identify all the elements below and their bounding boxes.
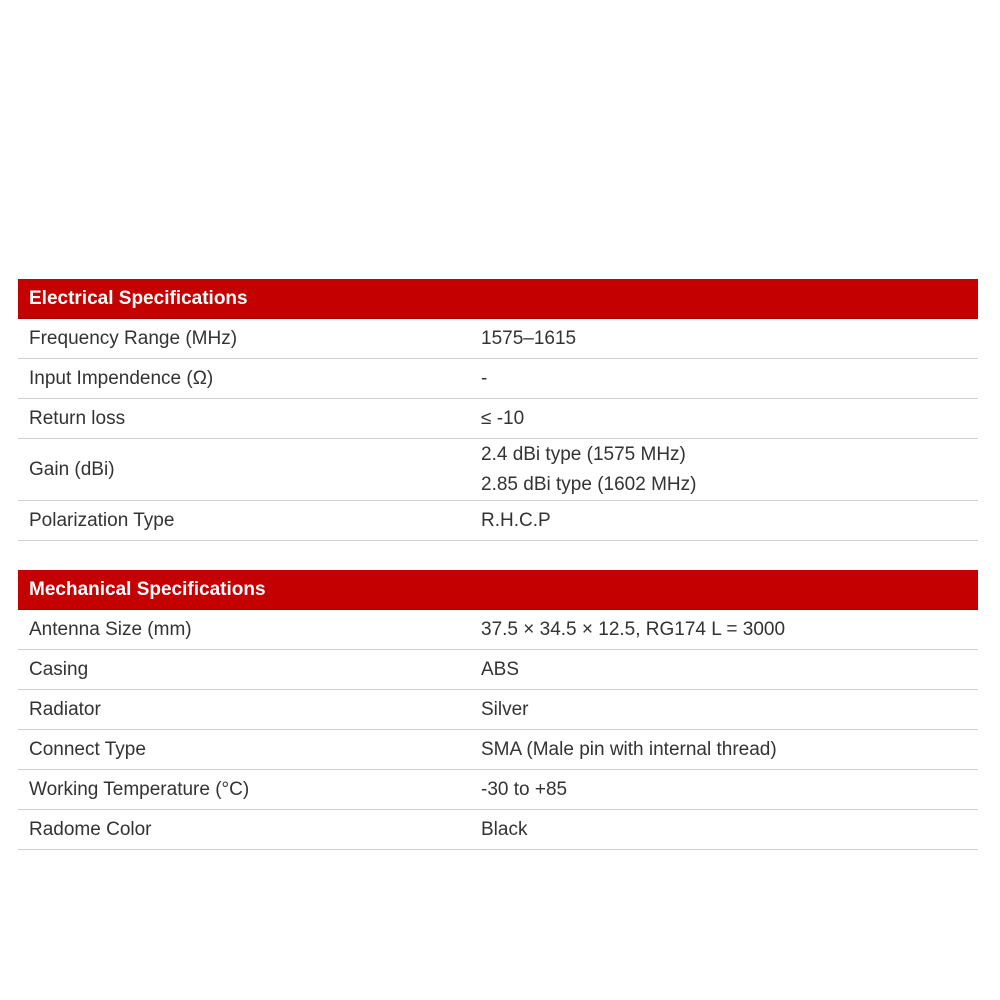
spec-row-radiator <box>18 690 978 730</box>
spec-row-radome-color <box>18 810 978 850</box>
spec-value <box>481 770 978 810</box>
spec-row-connect-type <box>18 730 978 770</box>
table-header-row <box>18 570 978 610</box>
spec-label: Polarization Type <box>18 501 481 541</box>
spec-row-working-temperature <box>18 770 978 810</box>
spec-value-line: ABS <box>481 658 520 680</box>
spec-value <box>481 650 978 690</box>
spec-value-line: 1575–1615 <box>481 327 577 349</box>
spec-label: Gain (dBi) <box>18 439 481 501</box>
spec-label: Frequency Range (MHz) <box>18 319 481 359</box>
spec-label: Radiator <box>18 690 481 730</box>
spec-label: Input Impendence (Ω) <box>18 359 481 399</box>
spec-row-return-loss <box>18 399 978 439</box>
spec-value-line: 2.85 dBi type (1602 MHz) <box>481 473 697 495</box>
spec-row-antenna-size <box>18 610 978 650</box>
spec-label: Radome Color <box>18 810 481 850</box>
spec-label: Connect Type <box>18 730 481 770</box>
spec-label: Return loss <box>18 399 481 439</box>
spec-value <box>481 810 978 850</box>
spec-row-casing <box>18 650 978 690</box>
spec-value-line: -30 to +85 <box>481 778 568 800</box>
spec-value-line: - <box>481 367 488 389</box>
electrical-specifications-title: Electrical Specifications <box>18 279 978 319</box>
spec-value <box>481 359 978 399</box>
spec-value <box>481 399 978 439</box>
spec-value <box>481 439 978 501</box>
spec-value-line: 37.5 × 34.5 × 12.5, RG174 L = 3000 <box>481 618 786 640</box>
spec-row-frequency-range <box>18 319 978 359</box>
spec-label: Antenna Size (mm) <box>18 610 481 650</box>
mechanical-specifications-title: Mechanical Specifications <box>18 570 978 610</box>
spec-value <box>481 730 978 770</box>
spec-row-polarization-type <box>18 501 978 541</box>
spec-row-gain <box>18 439 978 501</box>
spec-value-line: ≤ -10 <box>481 407 525 429</box>
spec-row-input-impedance <box>18 359 978 399</box>
spec-value <box>481 501 978 541</box>
spec-value-line: SMA (Male pin with internal thread) <box>481 738 777 760</box>
spec-label: Casing <box>18 650 481 690</box>
spec-label: Working Temperature (°C) <box>18 770 481 810</box>
spec-value-line: R.H.C.P <box>481 509 551 531</box>
spec-value-line: 2.4 dBi type (1575 MHz) <box>481 443 686 465</box>
spec-value <box>481 690 978 730</box>
table-header-row <box>18 279 978 319</box>
spec-value <box>481 610 978 650</box>
mechanical-specifications-table <box>18 570 978 850</box>
spec-value-line: Silver <box>481 698 529 720</box>
spec-value <box>481 319 978 359</box>
spec-value-line: Black <box>481 818 528 840</box>
electrical-specifications-table <box>18 279 978 541</box>
